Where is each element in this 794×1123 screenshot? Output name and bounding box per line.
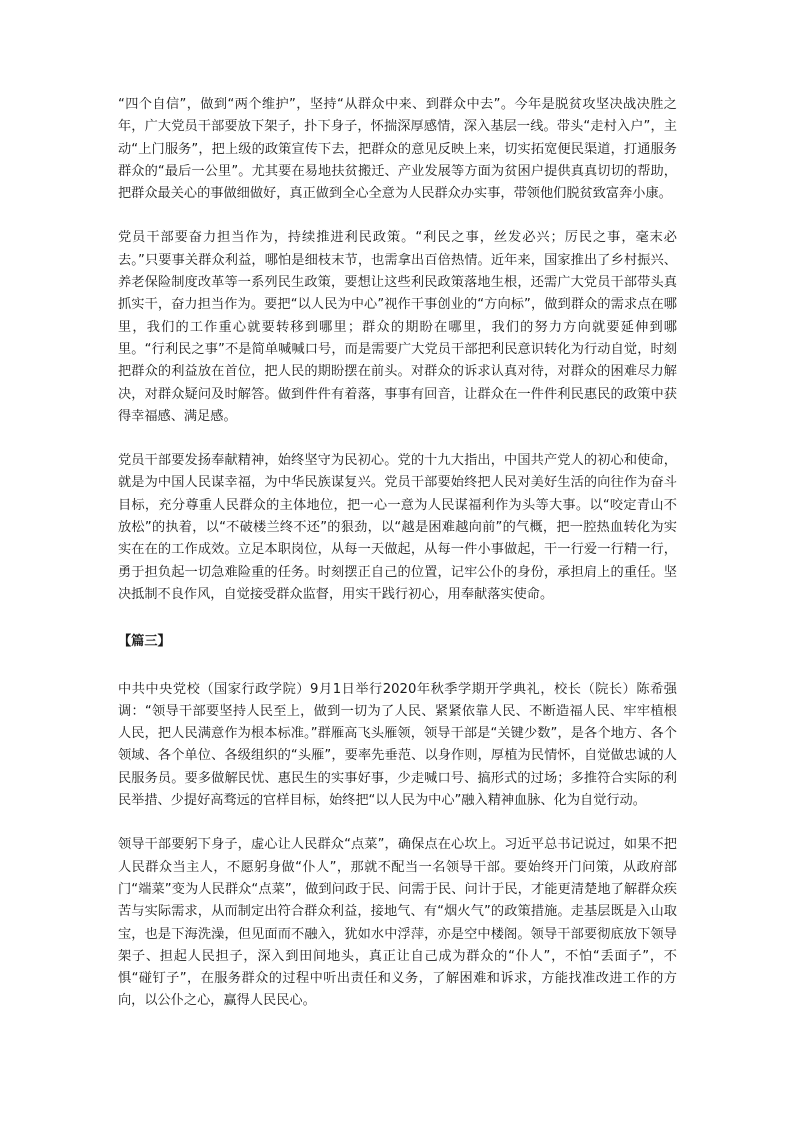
paragraph-spacer xyxy=(118,654,677,679)
paragraph-spacer xyxy=(118,606,677,631)
paragraph-5: 领导干部要躬下身子，虚心让人民群众“点菜”，确保点在心坎上。习近平总书记说过，如果不把人民群众当主人，不愿躬身做“仆人”，那就不配当一名领导干部。要始终开门问策，从政府部门“端菜”变为人民群众“点菜”，做到问政于民、问需于民、问计于民，才能更清楚地了解群众疾苦与实际需求，从而制定出符合群众利益，接地气、有“烟火气”的政策措施。走基层既是入山取宝，也是下海洗澡，但见面而不融入，犹如水中浮萍，亦是空中楼阁。领导干部要彻底放下领导架子、担起人民担子，深入到田间地头，真正让自己成为群众的“仆人”，不怕“丢面子”，不惧“碰钉子”，在服务群众的过程中听出责任和义务，了解困难和诉求，方能找准改进工作的方向，以公仆之心，赢得人民民心。 xyxy=(118,837,677,1009)
paragraph-2: 党员干部要奋力担当作为，持续推进利民政策。“利民之事，丝发必兴；厉民之事，毫末必去。”只要事关群众利益，哪怕是细枝末节，也需拿出百倍热情。近年来，国家推出了乡村振兴、养老保险制度改革等一系列民生政策，要想让这些利民政策落地生根，还需广大党员干部带头真抓实干，奋力担当作为。要把“以人民为中心”视作干事创业的“方向标”，做到群众的需求点在哪里，我们的工作重心就要转移到哪里；群众的期盼在哪里，我们的努力方向就要延伸到哪里。“行利民之事”不是简单喊喊口号，而是需要广大党员干部把利民意识转化为行动自觉，时刻把群众的利益放在首位，把人民的期盼摆在前头。对群众的诉求认真对待，对群众的困难尽力解决，对群众疑问及时解答。做到件件有着落，事事有回音，让群众在一件件利民惠民的政策中获得幸福感、满足感。 xyxy=(118,230,677,424)
document-body xyxy=(118,94,677,1013)
paragraph-spacer xyxy=(118,205,677,227)
paragraph-4: 中共中央党校（国家行政学院）9月1日举行2020年秋季学期开学典礼，校长（院长）陈希强调：“领导干部要坚持人民至上，做到一切为了人民、紧紧依靠人民、不断造福人民、牢牢植根人民，把人民满意作为根本标准。”群雁高飞头雁领，领导干部是“关键少数”，是各个地方、各个领域、各个单位、各级组织的“头雁”，要率先垂范、以身作则，厚植为民情怀，自觉做忠诚的人民服务员。要多做解民忧、惠民生的实事好事，少走喊口号、搞形式的过场；多推符合实际的利民举措、少提好高骛远的官样目标，始终把“以人民为中心”融入精神血脉、化为自觉行动。 xyxy=(118,681,677,809)
paragraph-spacer xyxy=(118,812,677,834)
paragraph-spacer xyxy=(118,428,677,450)
paragraph-3: 党员干部要发扬奉献精神，始终坚守为民初心。党的十九大指出，中国共产党人的初心和使命，就是为中国人民谋幸福，为中华民族谋复兴。党员干部要始终把人民对美好生活的向往作为奋斗目标，充分尊重人民群众的主体地位，把一心一意为人民谋福利作为头等大事。以“咬定青山不放松”的执着，以“不破楼兰终不还”的狠劲，以“越是困难越向前”的气概，把一腔热血转化为实实在在的工作成效。立足本职岗位，从每一天做起，从每一件小事做起，干一行爱一行精一行，勇于担负起一切急难险重的任务。时刻摆正自己的位置，记牢公仆的身份，承担肩上的重任。坚决抵制不良作风，自觉接受群众监督，用实干践行初心，用奉献落实使命。 xyxy=(118,453,677,602)
section-heading: 【篇三】 xyxy=(118,634,171,650)
paragraph-1: “四个自信”，做到“两个维护”，坚持“从群众中来、到群众中去”。今年是脱贫攻坚决战决胜之年，广大党员干部要放下架子，扑下身子，怀揣深厚感情，深入基层一线。带头“走村入户”，主动“上门服务”，把上级的政策宣传下去，把群众的意见反映上来，切实拓宽便民渠道，打通服务群众的“最后一公里”。尤其要在易地扶贫搬迁、产业发展等方面为贫困户提供真真切切的帮助，把群众最关心的事做细做好，真正做到全心全意为人民群众办实事，带领他们脱贫致富奔小康。 xyxy=(118,97,677,202)
